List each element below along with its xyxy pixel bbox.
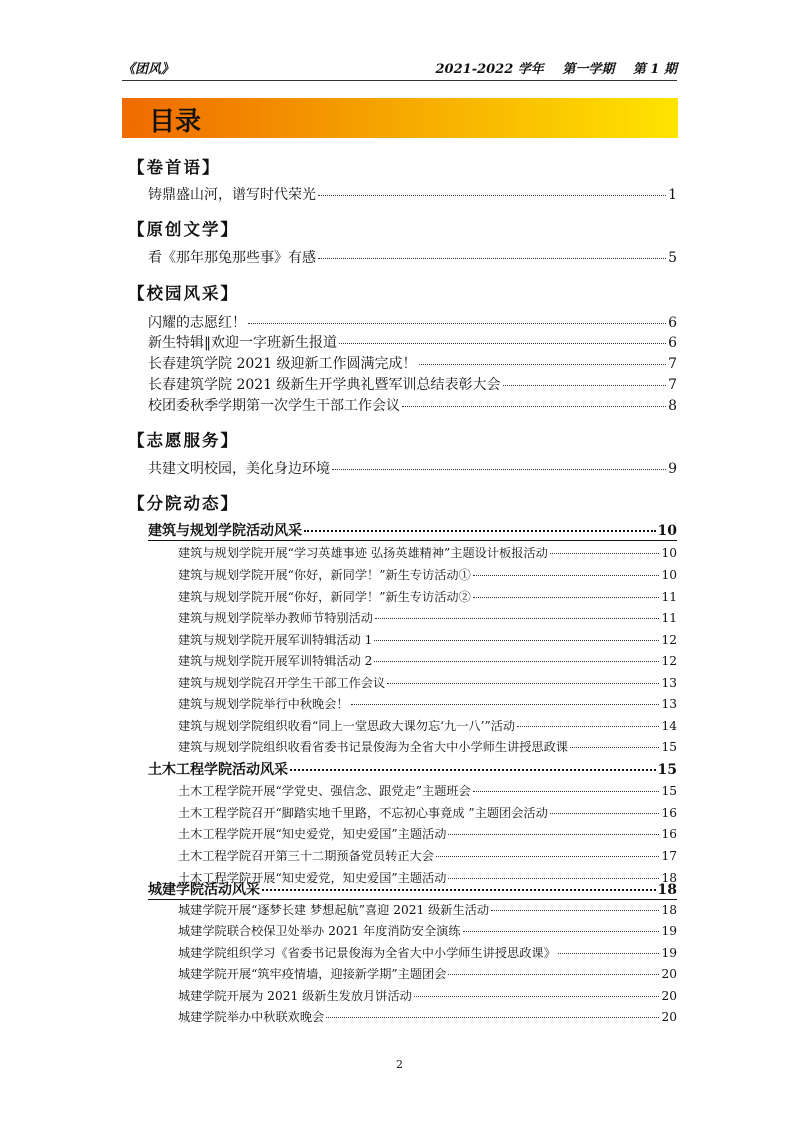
toc-entry-page: 12 (661, 654, 677, 668)
issue-info (422, 58, 677, 77)
toc-entry-page: 15 (661, 784, 677, 798)
toc-entry-page: 6 (668, 335, 677, 351)
toc-entry-title: 土木工程学院开展“学党史、强信念、跟党走”主题班会 (178, 784, 471, 798)
toc-entry[interactable] (178, 695, 677, 712)
toc-entry-page: 11 (661, 611, 677, 625)
toc-entry-page: 20 (661, 989, 677, 1003)
toc-entry-title: 建筑与规划学院举办教师节特别活动 (178, 611, 373, 625)
toc-entry-page: 13 (661, 697, 677, 711)
page-header (122, 58, 677, 80)
toc-entry-page: 7 (668, 356, 677, 372)
leader-dots (374, 640, 659, 641)
toc-entry-page: 18 (661, 903, 677, 917)
toc-entry[interactable] (178, 965, 677, 982)
toc-entry-page: 10 (661, 546, 677, 560)
toc-entry-page: 10 (661, 568, 677, 582)
toc-entry-title: 建筑与规划学院开展“你好，新同学！”新生专访活动② (178, 590, 471, 604)
toc-entry-title: 校团委秋季学期第一次学生干部工作会议 (148, 398, 400, 414)
toc-entry[interactable] (148, 374, 677, 394)
leader-dots (550, 553, 660, 554)
toc-entry-page: 9 (668, 461, 677, 477)
toc-entry[interactable] (178, 804, 677, 821)
toc-entry[interactable] (178, 901, 677, 918)
toc-entry[interactable] (148, 247, 677, 267)
semester: 第一学期 (562, 62, 615, 77)
leader-dots (570, 747, 659, 748)
toc-entry-title: 建筑与规划学院组织收看省委书记景俊海为全省大中小学师生讲授思政课 (178, 740, 568, 754)
academic-year: 2021-2022 学年 (435, 62, 544, 77)
toc-entry[interactable] (178, 782, 677, 799)
toc-entry-title: 城建学院组织学习《省委书记景俊海为全省大中小学师生讲授思政课》 (178, 946, 556, 960)
toc-entry-title: 长春建筑学院 2021 级迎新工作圆满完成！ (148, 356, 417, 372)
section-heading: 【分院动态】 (128, 494, 239, 513)
leader-dots (290, 769, 656, 771)
leader-dots (558, 953, 660, 954)
toc-entry[interactable] (178, 987, 677, 1004)
toc-group-title: 建筑与规划学院活动风采 (148, 523, 302, 539)
toc-entry-page: 12 (661, 633, 677, 647)
toc-entry-title: 建筑与规划学院举行中秋晚会！ (178, 697, 349, 711)
toc-group-heading[interactable] (148, 520, 677, 541)
toc-entry-page: 19 (661, 924, 677, 938)
toc-entry-title: 建筑与规划学院开展“学习英雄事迹 弘扬英雄精神”主题设计板报活动 (178, 546, 548, 560)
toc-entry-title: 城建学院开展为 2021 级新生发放月饼活动 (178, 989, 412, 1003)
toc-entry[interactable] (148, 458, 677, 478)
journal-name: 《团风》 (122, 62, 175, 77)
section-heading: 【卷首语】 (128, 158, 221, 177)
toc-entry-title: 共建文明校园，美化身边环境 (148, 461, 330, 477)
toc-entry[interactable] (148, 312, 677, 332)
toc-entry[interactable] (178, 544, 677, 561)
leader-dots (503, 385, 667, 386)
leader-dots (304, 530, 656, 532)
toc-entry[interactable] (178, 922, 677, 939)
toc-entry-page: 7 (668, 377, 677, 393)
toc-group-title: 城建学院活动风采 (148, 882, 260, 898)
leader-dots (318, 258, 666, 259)
toc-entry[interactable] (178, 566, 677, 583)
toc-entry-title: 看《那年那兔那些事》有感 (148, 250, 316, 266)
toc-entry-title: 闪耀的志愿红！ (148, 315, 246, 331)
toc-entry[interactable] (178, 944, 677, 961)
toc-entry-page: 20 (661, 967, 677, 981)
leader-dots (473, 791, 660, 792)
toc-entry[interactable] (178, 847, 677, 864)
toc-entry-page: 19 (661, 946, 677, 960)
leader-dots (473, 575, 660, 576)
toc-entry[interactable] (178, 738, 677, 755)
toc-entry-title: 土木工程学院开展“知史爱党，知史爱国”主题活动 (178, 827, 447, 841)
toc-entry-title: 城建学院开展“逐梦长建 梦想起航”喜迎 2021 级新生活动 (178, 903, 490, 917)
toc-entry-page: 16 (661, 806, 677, 820)
toc-group-heading[interactable] (148, 759, 677, 779)
header-divider (122, 80, 677, 81)
toc-entry-page: 17 (661, 849, 677, 863)
toc-entry[interactable] (178, 674, 677, 691)
leader-dots (414, 996, 660, 997)
toc-entry-title: 土木工程学院召开“脚踏实地千里路，不忘初心事竟成 ”主题团会活动 (178, 806, 548, 820)
toc-entry[interactable] (178, 825, 677, 842)
toc-entry[interactable] (148, 353, 677, 373)
toc-entry-page: 6 (668, 315, 677, 331)
toc-group-page: 18 (657, 882, 677, 898)
toc-entry-title: 建筑与规划学院召开学生干部工作会议 (178, 676, 386, 690)
toc-entry-title: 铸鼎盛山河，谱写时代荣光 (148, 187, 316, 203)
leader-dots (473, 597, 660, 598)
leader-dots (332, 469, 666, 470)
toc-entry-title: 长春建筑学院 2021 级新生开学典礼暨军训总结表彰大会 (148, 377, 501, 393)
toc-entry-title: 土木工程学院召开第三十二期预备党员转正大会 (178, 849, 434, 863)
toc-entry-page: 14 (661, 719, 677, 733)
toc-entry-title: 土木工程学院开展“知史爱党，知史爱国”主题活动 (178, 871, 447, 885)
toc-entry-page: 5 (668, 250, 677, 266)
leader-dots (550, 813, 660, 814)
toc-entry[interactable] (148, 184, 677, 204)
section-heading: 【校园风采】 (128, 284, 239, 303)
issue-number: 第 1 期 (632, 62, 677, 77)
toc-entry[interactable] (178, 588, 677, 605)
toc-entry-title: 城建学院开展“筑牢疫情墙，迎接新学期”主题团会 (178, 967, 447, 981)
leader-dots (375, 618, 659, 619)
toc-entry[interactable] (178, 717, 677, 734)
toc-entry[interactable] (148, 395, 677, 415)
toc-entry-page: 8 (668, 398, 677, 414)
toc-entry-title: 城建学院联合校保卫处举办 2021 年度消防安全演练 (178, 924, 461, 938)
toc-title-banner (122, 98, 678, 138)
leader-dots (436, 856, 660, 857)
leader-dots (248, 323, 666, 324)
toc-group-title: 土木工程学院活动风采 (148, 762, 288, 778)
toc-entry[interactable] (178, 1008, 677, 1025)
toc-entry-title: 建筑与规划学院组织收看“同上一堂思政大课勿忘‘九一八’”活动 (178, 719, 516, 733)
toc-title: 目录 (149, 107, 202, 137)
toc-entry-title: 城建学院举办中秋联欢晚会 (178, 1010, 325, 1024)
leader-dots (491, 910, 659, 911)
toc-entry-page: 16 (661, 827, 677, 841)
toc-entry-page: 18 (661, 871, 677, 885)
toc-entry[interactable] (178, 631, 677, 648)
leader-dots (262, 889, 656, 891)
leader-dots (517, 726, 659, 727)
toc-entry[interactable] (178, 609, 677, 626)
leader-dots (448, 974, 659, 975)
toc-entry-page: 15 (661, 740, 677, 754)
toc-entry-title: 建筑与规划学院开展军训特辑活动 1 (178, 633, 373, 647)
leader-dots (374, 661, 659, 662)
page-number: 2 (396, 1058, 403, 1071)
toc-entry-page: 11 (661, 590, 677, 604)
leader-dots (387, 683, 659, 684)
toc-group-page: 10 (657, 523, 677, 539)
leader-dots (463, 931, 660, 932)
leader-dots (318, 195, 666, 196)
toc-entry-page: 20 (661, 1010, 677, 1024)
section-heading: 【原创文学】 (128, 220, 239, 239)
leader-dots (419, 364, 667, 365)
leader-dots (402, 406, 666, 407)
leader-dots (351, 704, 660, 705)
toc-entry-title: 建筑与规划学院开展军训特辑活动 2 (178, 654, 373, 668)
toc-group-heading[interactable] (148, 879, 677, 900)
toc-entry-page: 1 (668, 187, 677, 203)
leader-dots (326, 1017, 659, 1018)
toc-entry[interactable] (148, 332, 677, 352)
toc-entry-title: 新生特辑‖欢迎一字班新生报道 (148, 335, 337, 351)
toc-entry[interactable] (178, 652, 677, 669)
leader-dots (339, 343, 666, 344)
toc-entry-page: 13 (661, 676, 677, 690)
leader-dots (448, 834, 659, 835)
toc-entry-title: 建筑与规划学院开展“你好，新同学！”新生专访活动① (178, 568, 471, 582)
toc-group-page: 15 (657, 762, 677, 778)
section-heading: 【志愿服务】 (128, 431, 239, 450)
